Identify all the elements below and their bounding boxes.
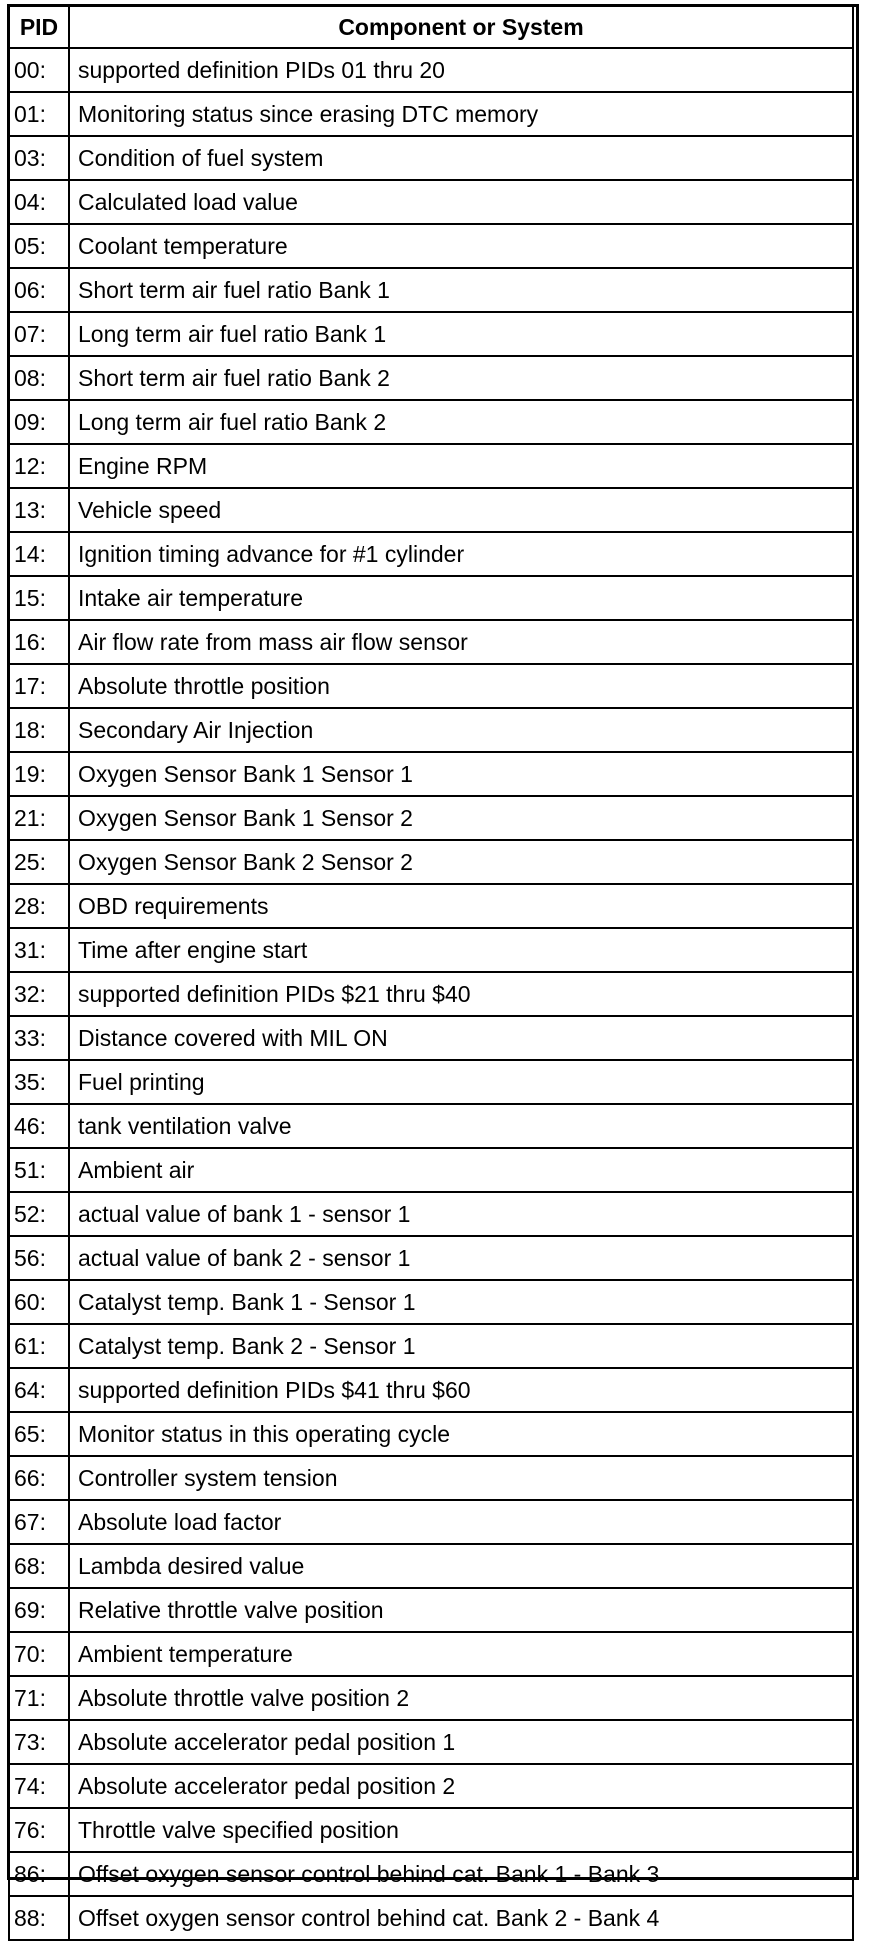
table-row [9, 400, 853, 444]
component-cell: Fuel printing [69, 1060, 853, 1104]
pid-cell: 69: [9, 1588, 69, 1632]
component-cell: Short term air fuel ratio Bank 1 [69, 268, 853, 312]
pid-cell: 61: [9, 1324, 69, 1368]
pid-cell: 15: [9, 576, 69, 620]
component-cell: Ignition timing advance for #1 cylinder [69, 532, 853, 576]
table-row [9, 664, 853, 708]
pid-cell: 88: [9, 1896, 69, 1940]
component-cell: Time after engine start [69, 928, 853, 972]
pid-cell: 12: [9, 444, 69, 488]
pid-cell: 33: [9, 1016, 69, 1060]
table-row [9, 224, 853, 268]
pid-cell: 67: [9, 1500, 69, 1544]
table-row [9, 1412, 853, 1456]
pid-cell: 06: [9, 268, 69, 312]
component-cell: Short term air fuel ratio Bank 2 [69, 356, 853, 400]
component-cell: Catalyst temp. Bank 1 - Sensor 1 [69, 1280, 853, 1324]
pid-cell: 00: [9, 48, 69, 92]
pid-cell: 04: [9, 180, 69, 224]
component-cell: Vehicle speed [69, 488, 853, 532]
table-row [9, 1060, 853, 1104]
component-cell: Engine RPM [69, 444, 853, 488]
pid-cell: 08: [9, 356, 69, 400]
table-row [9, 620, 853, 664]
pid-cell: 76: [9, 1808, 69, 1852]
table-row [9, 444, 853, 488]
pid-cell: 35: [9, 1060, 69, 1104]
component-cell: Intake air temperature [69, 576, 853, 620]
table-row [9, 268, 853, 312]
component-cell: Oxygen Sensor Bank 2 Sensor 2 [69, 840, 853, 884]
component-cell: Oxygen Sensor Bank 1 Sensor 2 [69, 796, 853, 840]
pid-cell: 73: [9, 1720, 69, 1764]
table-row [9, 884, 853, 928]
pid-cell: 14: [9, 532, 69, 576]
table-row [9, 1808, 853, 1852]
table-row [9, 1148, 853, 1192]
table-row [9, 1500, 853, 1544]
pid-cell: 13: [9, 488, 69, 532]
pid-cell: 70: [9, 1632, 69, 1676]
pid-cell: 07: [9, 312, 69, 356]
component-cell: Monitor status in this operating cycle [69, 1412, 853, 1456]
pid-cell: 21: [9, 796, 69, 840]
table-header-row [9, 6, 853, 48]
component-cell: Condition of fuel system [69, 136, 853, 180]
pid-cell: 31: [9, 928, 69, 972]
pid-cell: 71: [9, 1676, 69, 1720]
table-row [9, 136, 853, 180]
pid-cell: 28: [9, 884, 69, 928]
component-cell: Coolant temperature [69, 224, 853, 268]
component-cell: Ambient air [69, 1148, 853, 1192]
component-cell: Controller system tension [69, 1456, 853, 1500]
component-cell: Lambda desired value [69, 1544, 853, 1588]
pid-cell: 86: [9, 1852, 69, 1896]
pid-cell: 74: [9, 1764, 69, 1808]
component-cell: actual value of bank 2 - sensor 1 [69, 1236, 853, 1280]
pid-cell: 32: [9, 972, 69, 1016]
pid-cell: 64: [9, 1368, 69, 1412]
table-row [9, 1764, 853, 1808]
component-cell: Calculated load value [69, 180, 853, 224]
component-cell: Absolute throttle position [69, 664, 853, 708]
table-row [9, 752, 853, 796]
table-row [9, 972, 853, 1016]
table-row [9, 1676, 853, 1720]
table-row [9, 1324, 853, 1368]
column-header-component: Component or System [69, 6, 853, 48]
table-row [9, 1236, 853, 1280]
component-cell: Distance covered with MIL ON [69, 1016, 853, 1060]
pid-cell: 68: [9, 1544, 69, 1588]
pid-cell: 18: [9, 708, 69, 752]
component-cell: Offset oxygen sensor control behind cat. Bank 2 - Bank 4 [69, 1896, 853, 1940]
pid-cell: 51: [9, 1148, 69, 1192]
component-cell: actual value of bank 1 - sensor 1 [69, 1192, 853, 1236]
table-row [9, 796, 853, 840]
pid-cell: 01: [9, 92, 69, 136]
table-row [9, 1280, 853, 1324]
component-cell: Offset oxygen sensor control behind cat. Bank 1 - Bank 3 [69, 1852, 853, 1896]
component-cell: tank ventilation valve [69, 1104, 853, 1148]
pid-cell: 25: [9, 840, 69, 884]
component-cell: Ambient temperature [69, 1632, 853, 1676]
table-row [9, 180, 853, 224]
pid-cell: 03: [9, 136, 69, 180]
component-cell: Secondary Air Injection [69, 708, 853, 752]
component-cell: Oxygen Sensor Bank 1 Sensor 1 [69, 752, 853, 796]
pid-cell: 60: [9, 1280, 69, 1324]
component-cell: Throttle valve specified position [69, 1808, 853, 1852]
pid-cell: 52: [9, 1192, 69, 1236]
table-row [9, 1192, 853, 1236]
table-row [9, 928, 853, 972]
component-cell: Absolute accelerator pedal position 1 [69, 1720, 853, 1764]
component-cell: Relative throttle valve position [69, 1588, 853, 1632]
component-cell: Absolute accelerator pedal position 2 [69, 1764, 853, 1808]
pid-cell: 56: [9, 1236, 69, 1280]
table-row [9, 1720, 853, 1764]
component-cell: supported definition PIDs $41 thru $60 [69, 1368, 853, 1412]
pid-table [8, 5, 854, 1941]
component-cell: OBD requirements [69, 884, 853, 928]
pid-cell: 66: [9, 1456, 69, 1500]
table-row [9, 532, 853, 576]
table-row [9, 312, 853, 356]
table-row [9, 1588, 853, 1632]
pid-cell: 17: [9, 664, 69, 708]
table-row [9, 48, 853, 92]
pid-cell: 19: [9, 752, 69, 796]
table-row [9, 708, 853, 752]
component-cell: Catalyst temp. Bank 2 - Sensor 1 [69, 1324, 853, 1368]
table-body [9, 48, 853, 1940]
component-cell: Absolute load factor [69, 1500, 853, 1544]
pid-cell: 09: [9, 400, 69, 444]
table-row [9, 1016, 853, 1060]
component-cell: Long term air fuel ratio Bank 2 [69, 400, 853, 444]
table-row [9, 840, 853, 884]
pid-cell: 46: [9, 1104, 69, 1148]
pid-cell: 65: [9, 1412, 69, 1456]
component-cell: Absolute throttle valve position 2 [69, 1676, 853, 1720]
table-row [9, 1896, 853, 1940]
component-cell: Air flow rate from mass air flow sensor [69, 620, 853, 664]
table-row [9, 1852, 853, 1896]
pid-cell: 05: [9, 224, 69, 268]
table-row [9, 92, 853, 136]
column-header-pid: PID [9, 6, 69, 48]
table-row [9, 1632, 853, 1676]
component-cell: Long term air fuel ratio Bank 1 [69, 312, 853, 356]
pid-cell: 16: [9, 620, 69, 664]
table-row [9, 1544, 853, 1588]
table-row [9, 356, 853, 400]
component-cell: supported definition PIDs 01 thru 20 [69, 48, 853, 92]
component-cell: supported definition PIDs $21 thru $40 [69, 972, 853, 1016]
table-row [9, 488, 853, 532]
component-cell: Monitoring status since erasing DTC memory [69, 92, 853, 136]
table-row [9, 1104, 853, 1148]
table-row [9, 1456, 853, 1500]
table-row [9, 576, 853, 620]
table-row [9, 1368, 853, 1412]
